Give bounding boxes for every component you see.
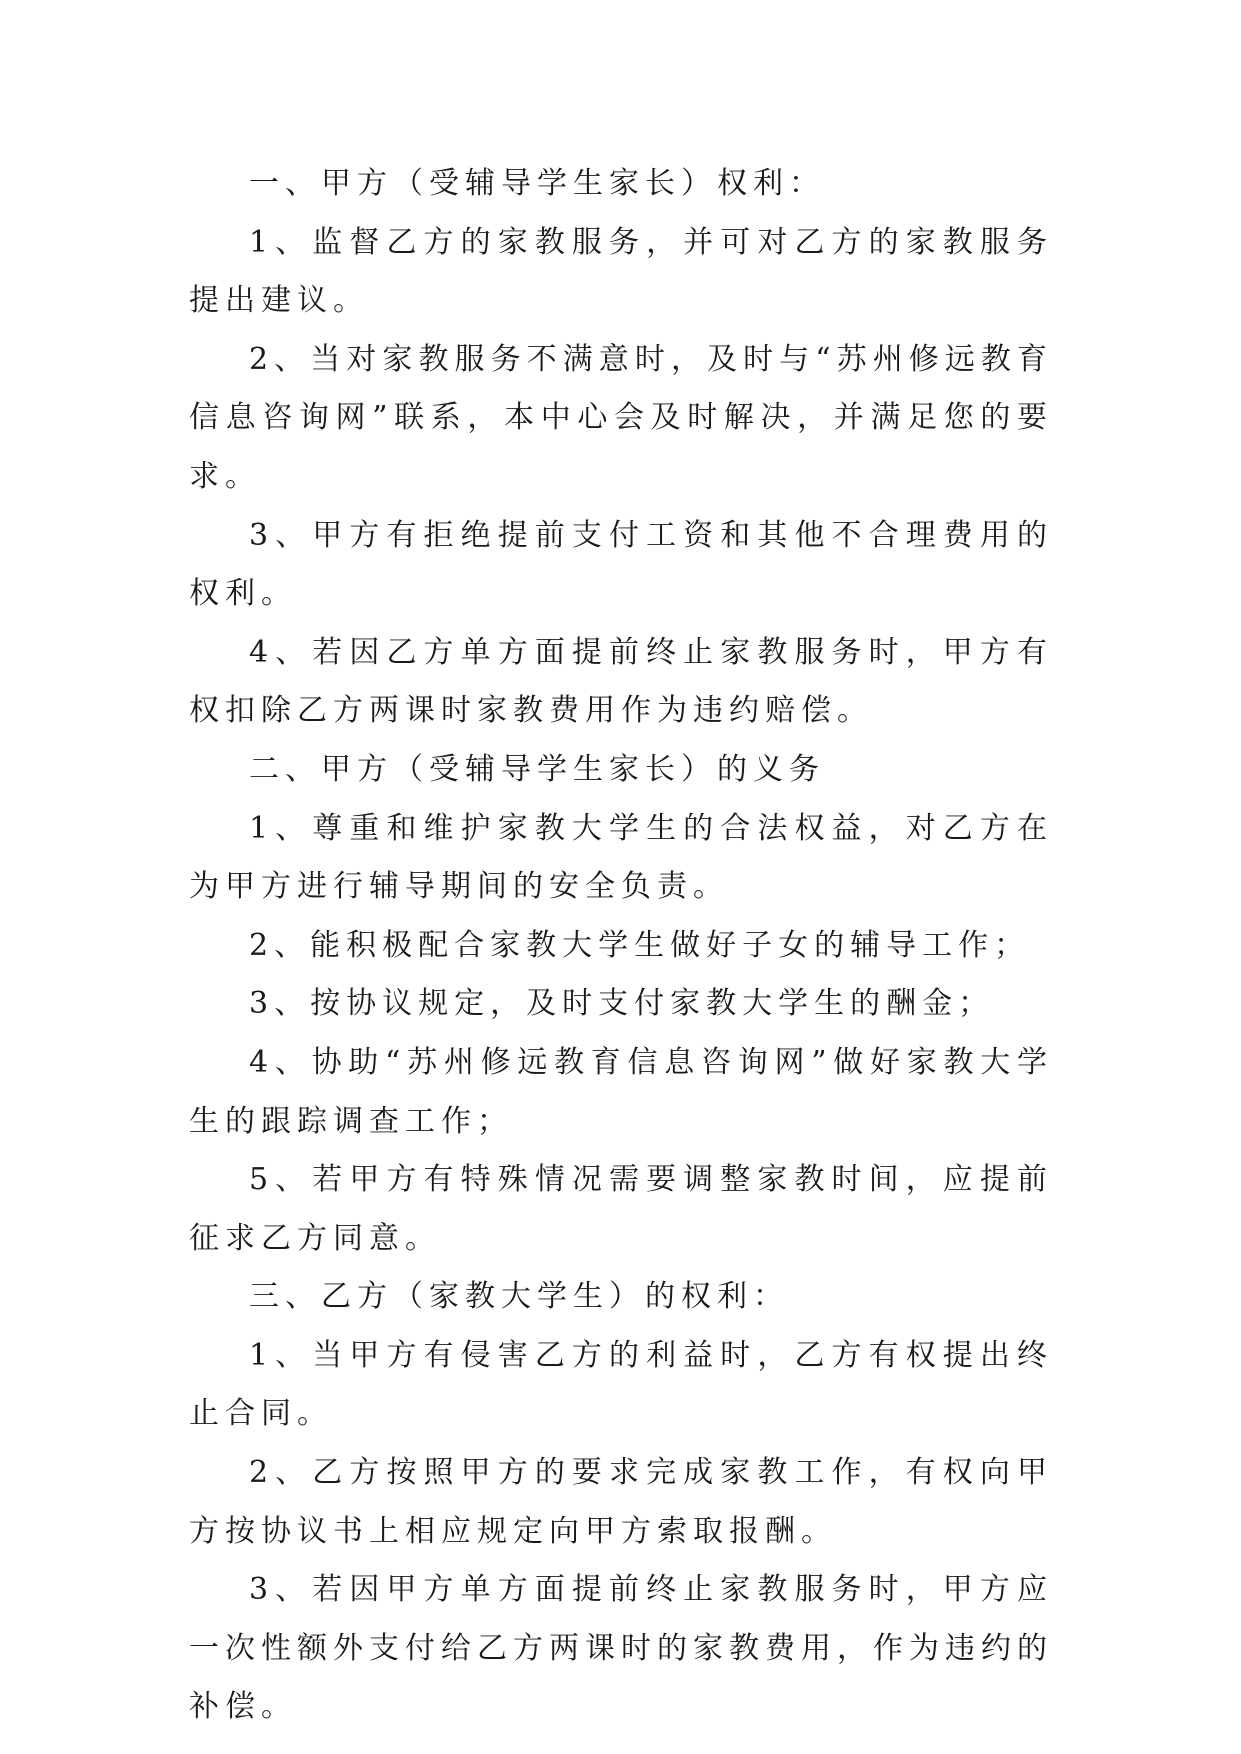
document-body xyxy=(189,155,1053,1737)
party-b-right-1: 1、当甲方有侵害乙方的利益时，乙方有权提出终止合同。 xyxy=(189,1337,1053,1432)
party-a-duty-4: 4、协助“苏州修远教育信息咨询网”做好家教大学生的跟踪调查工作； xyxy=(189,1044,1053,1139)
party-a-duty-5: 5、若甲方有特殊情况需要调整家教时间，应提前征求乙方同意。 xyxy=(189,1162,1053,1256)
party-a-right-1: 1、监督乙方的家教服务，并可对乙方的家教服务提出建议。 xyxy=(189,224,1053,319)
section-heading-party-a-duties: 二、甲方（受辅导学生家长）的义务 xyxy=(249,751,825,787)
party-a-right-4: 4、若因乙方单方面提前终止家教服务时，甲方有权扣除乙方两课时家教费用作为违约赔偿。 xyxy=(189,634,1053,729)
party-b-right-3: 3、若因甲方单方面提前终止家教服务时，甲方应一次性额外支付给乙方两课时的家教费用，作为违约的补偿。 xyxy=(189,1572,1053,1725)
party-a-duty-1: 1、尊重和维护家教大学生的合法权益，对乙方在为甲方进行辅导期间的安全负责。 xyxy=(189,810,1053,905)
party-a-duty-2: 2、能积极配合家教大学生做好子女的辅导工作； xyxy=(249,927,1031,963)
party-a-duty-3: 3、按协议规定，及时支付家教大学生的酬金； xyxy=(249,986,995,1022)
party-a-right-3: 3、甲方有拒绝提前支付工资和其他不合理费用的权利。 xyxy=(189,517,1053,612)
party-a-right-2: 2、当对家教服务不满意时，及时与“苏州修远教育信息咨询网”联系，本中心会及时解决，并满足您的要求。 xyxy=(189,341,1053,494)
section-heading-party-a-rights: 一、甲方（受辅导学生家长）权利： xyxy=(249,166,825,201)
section-heading-party-b-rights: 三、乙方（家教大学生）的权利： xyxy=(249,1279,789,1315)
party-b-right-2: 2、乙方按照甲方的要求完成家教工作，有权向甲方按协议书上相应规定向甲方索取报酬。 xyxy=(189,1455,1053,1549)
